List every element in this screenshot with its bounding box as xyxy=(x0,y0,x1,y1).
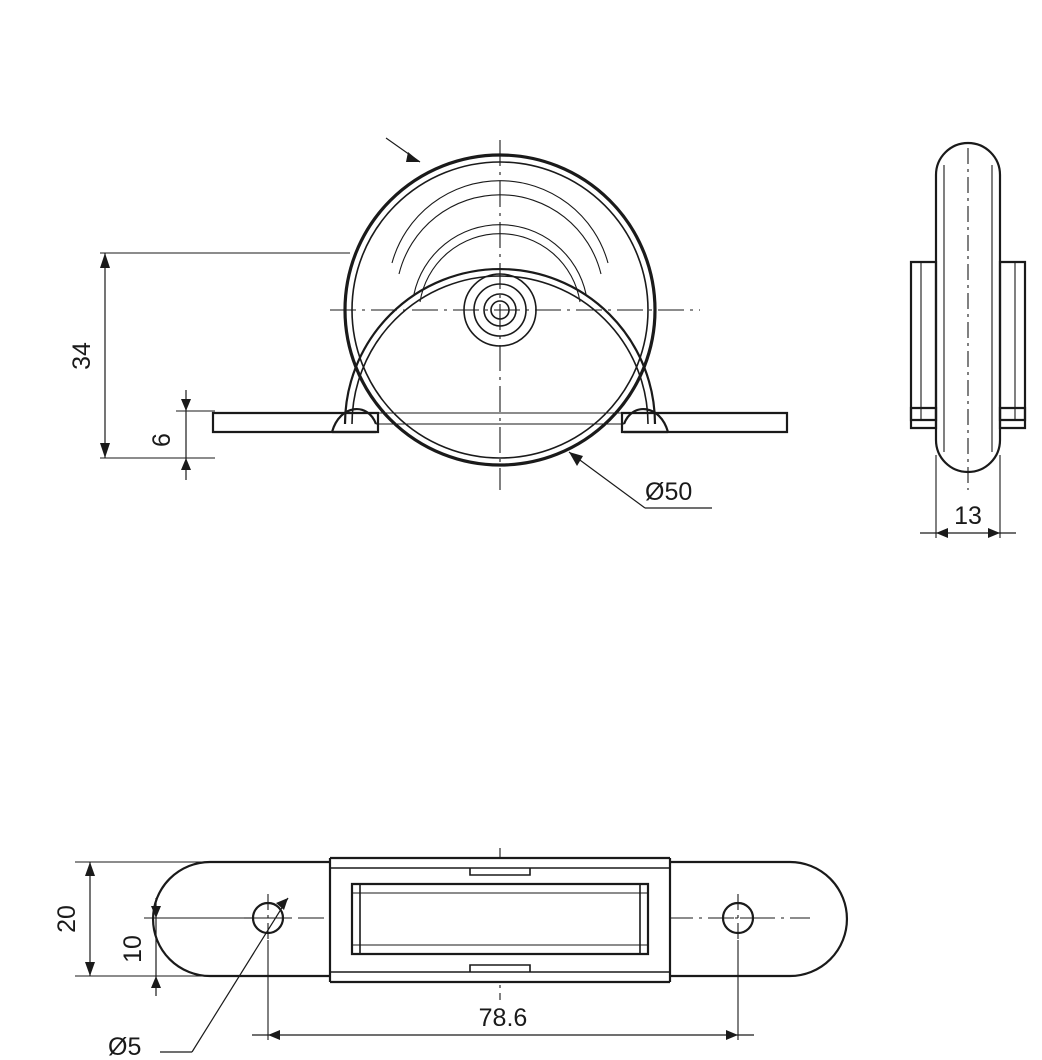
side-bracket-left xyxy=(911,262,936,420)
dia50-arrowhead xyxy=(569,452,583,466)
dim6-arrow-top xyxy=(181,399,191,411)
dim786-arrow-left xyxy=(268,1030,280,1040)
side-bracket-right xyxy=(1000,262,1025,420)
dim-34-label: 34 xyxy=(68,342,96,370)
dim20-arrow-bottom xyxy=(85,962,95,976)
plate-right xyxy=(622,413,787,432)
dim-13-label: 13 xyxy=(954,502,982,530)
dim20-arrow-top xyxy=(85,862,95,876)
dim34-arrow-top xyxy=(100,253,110,268)
dim34-arrow-bottom xyxy=(100,443,110,458)
dim13-arrow-right xyxy=(988,528,1000,538)
top-leader-arrowhead xyxy=(406,152,420,162)
dim6-arrow-bottom xyxy=(181,458,191,470)
front-view xyxy=(68,138,787,508)
dim13-arrow-left xyxy=(936,528,948,538)
dim-10-label: 10 xyxy=(119,935,147,963)
dim-20-label: 20 xyxy=(53,905,81,933)
dim-dia5-label: Ø5 xyxy=(108,1033,142,1060)
dia5-arrowhead xyxy=(276,898,288,910)
plate-cut-mask xyxy=(330,858,670,982)
dim-6-label: 6 xyxy=(148,433,176,447)
top-view xyxy=(53,848,847,1060)
side-flange-right xyxy=(1000,408,1025,428)
side-view xyxy=(911,143,1025,538)
dia50-leader xyxy=(569,452,645,508)
dim-786-label: 78.6 xyxy=(478,1004,528,1032)
plate-left xyxy=(213,413,378,432)
side-flange-left xyxy=(911,408,936,428)
dim10-arrow-bottom xyxy=(151,976,161,988)
dim-dia50-label: Ø50 xyxy=(645,478,693,506)
dim786-arrow-right xyxy=(726,1030,738,1040)
